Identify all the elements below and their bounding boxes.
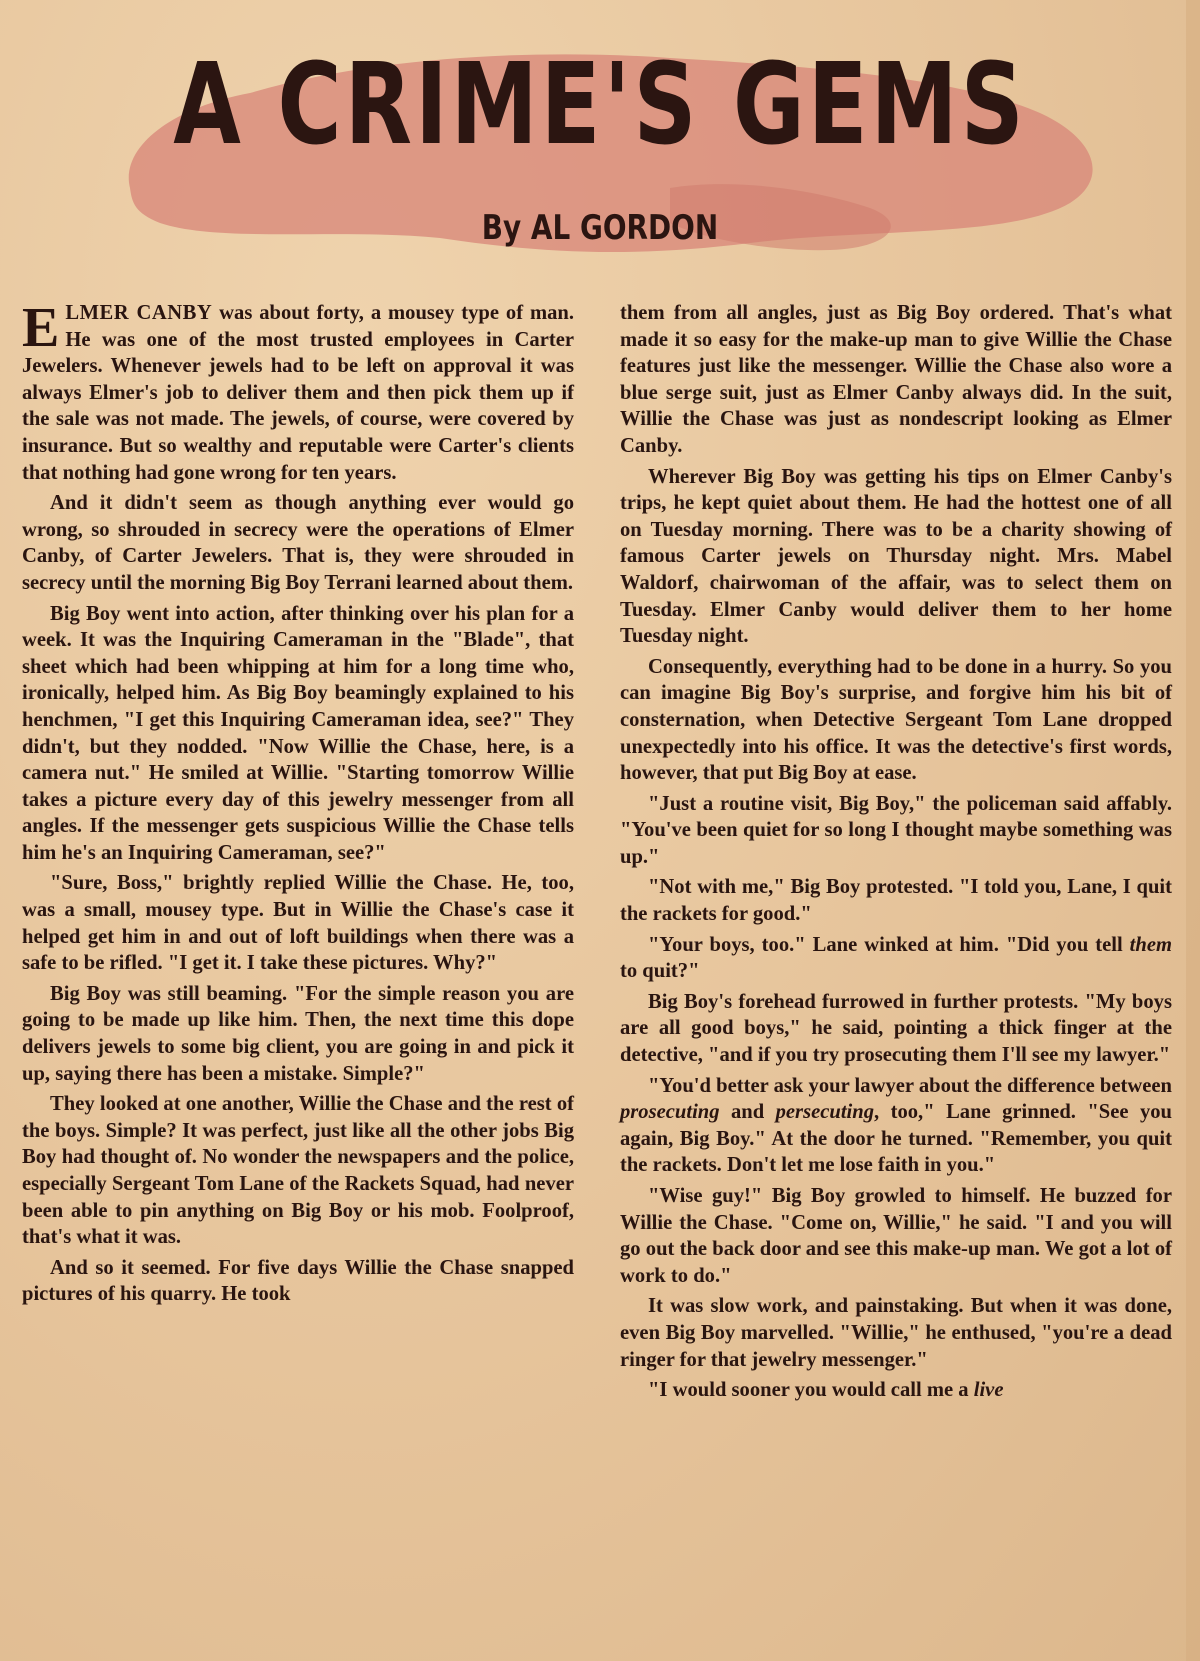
page-edge-shadow xyxy=(1186,0,1200,1661)
text-run: and xyxy=(719,1101,776,1124)
paragraph: And so it seemed. For five days Willie the Chase snapped pictures of his quarry. He took xyxy=(22,1256,574,1306)
emphasis: prosecuting xyxy=(620,1101,720,1124)
paragraph: Consequently, everything had to be done in a hurry. So you can imagine Big Boy's surprise, and forgive him his bit of consternation, when Detective Sergeant Tom Lane dropped unexpectedly into his office. It was the detective's first words, however, that put Big Boy at ease. xyxy=(620,655,1172,785)
paragraph: It was slow work, and painstaking. But when it was done, even Big Boy marvelled. "Willie," he enthused, "you're a dead ringer for that jewelry messenger." xyxy=(620,1295,1172,1371)
paragraph xyxy=(620,1377,1172,1404)
text-run: to quit?" xyxy=(620,960,700,983)
paragraph: "Just a routine visit, Big Boy," the policeman said affably. "You've been quiet for so long I thought maybe something was up." xyxy=(620,792,1172,868)
paragraph: Big Boy went into action, after thinking over his plan for a week. It was the Inquiring Cameraman in the "Blade", that sheet which had been whipping at him for a long time who, ironically, helped him. As Big Boy beamingly explained to his henchmen, "I get this Inquiring Cameraman idea, see?" They didn't, but they nodded. "Now Willie the Chase, here, is a camera nut." He smiled at Willie. "Starting tomorrow Willie takes a picture every day of this jewelry messenger from all angles. If the messenger gets suspicious Willie the Chase tells him he's an Inquiring Cameraman, see?" xyxy=(22,602,574,864)
paragraph xyxy=(22,297,574,486)
paragraph xyxy=(620,932,1172,985)
drop-cap: E xyxy=(22,297,60,359)
paragraph: "Sure, Boss," brightly replied Willie the Chase. He, too, was a small, mousey type. But in Willie the Chase's case it helped get him in and out of loft buildings when there was a safe to be rifled. "I get it. I take these pictures. Why?" xyxy=(22,872,574,975)
right-column xyxy=(620,300,1172,1408)
emphasis: live xyxy=(973,1379,1004,1402)
article-byline: By AL GORDON xyxy=(481,208,719,248)
paragraph: "Wise guy!" Big Boy growled to himself. He buzzed for Willie the Chase. "Come on, Willie," he said. "I and you will go out the back door and see this make-up man. We got a lot of work to do." xyxy=(620,1185,1172,1287)
paragraph: Big Boy's forehead furrowed in further protests. "My boys are all good boys," he said, pointing a thick finger at the detective, "and if you try prosecuting them I'll see my lawyer." xyxy=(620,990,1172,1067)
text-run: "Your boys, too." Lane winked at him. "Did you tell xyxy=(648,933,1130,956)
paragraph: And it didn't seem as though anything ever would go wrong, so shrouded in secrecy were the operations of Elmer Canby, of Carter Jewelers. That is, they were shrouded in secrecy until the morning Big Boy Terrani learned about them. xyxy=(22,492,574,594)
paragraph: "Not with me," Big Boy protested. "I told you, Lane, I quit the rackets for good." xyxy=(620,876,1172,926)
text-run: , too," Lane grinned. "See you again, Big Boy." At the door he turned. "Remember, you quit the rackets. Don't let me lose faith in you." xyxy=(620,1101,1172,1177)
paragraph: Big Boy was still beaming. "For the simple reason you are going to be made up like him. Then, the next time this dope delivers jewels to some big client, you are going in and pick it up, saying there has been a mistake. Simple?" xyxy=(22,982,574,1085)
paragraph xyxy=(620,1073,1172,1179)
text-run: "You'd better ask your lawyer about the difference between xyxy=(648,1074,1172,1097)
text-run: "I would sooner you would call me a xyxy=(648,1379,974,1402)
lead-name: LMER CANBY xyxy=(65,302,213,324)
paragraph: Wherever Big Boy was getting his tips on Elmer Canby's trips, he kept quiet about them. He had the hottest one of all on Tuesday morning. There was to be a charity showing of famous Carter jewels on Thursday night. Mrs. Mabel Waldorf, chairwoman of the affair, was to select them on Tuesday. Elmer Canby would deliver them to her home Tuesday night. xyxy=(620,465,1172,648)
emphasis: them xyxy=(1129,933,1172,956)
paragraph-text: was about forty, a mousey type of man. He was one of the most trusted employees in Carter Jewelers. Whenever jewels had to be left on approval it was always Elmer's job to deliver them and then pick them up if the sale was not made. The jewels, of course, were covered by insurance. But so wealthy and reputable were Carter's clients that nothing had gone wrong for ten years. xyxy=(22,302,574,484)
paragraph: them from all angles, just as Big Boy ordered. That's what made it so easy for the make-up man to give Willie the Chase features just like the messenger. Willie the Chase also wore a blue serge suit, just as Elmer Canby always did. In the suit, Willie the Chase was just as nondescript looking as Elmer Canby. xyxy=(620,302,1172,457)
left-column xyxy=(22,297,574,1312)
paragraph: They looked at one another, Willie the Chase and the rest of the boys. Simple? It was perfect, just like all the other jobs Big Boy had thought of. No wonder the newspapers and the police, especially Sergeant Tom Lane of the Rackets Squad, had never been able to pin anything on Big Boy or his mob. Foolproof, that's what it was. xyxy=(22,1093,574,1249)
emphasis: persecuting xyxy=(775,1101,875,1124)
article-title: A CRIME'S GEMS xyxy=(173,40,1027,170)
